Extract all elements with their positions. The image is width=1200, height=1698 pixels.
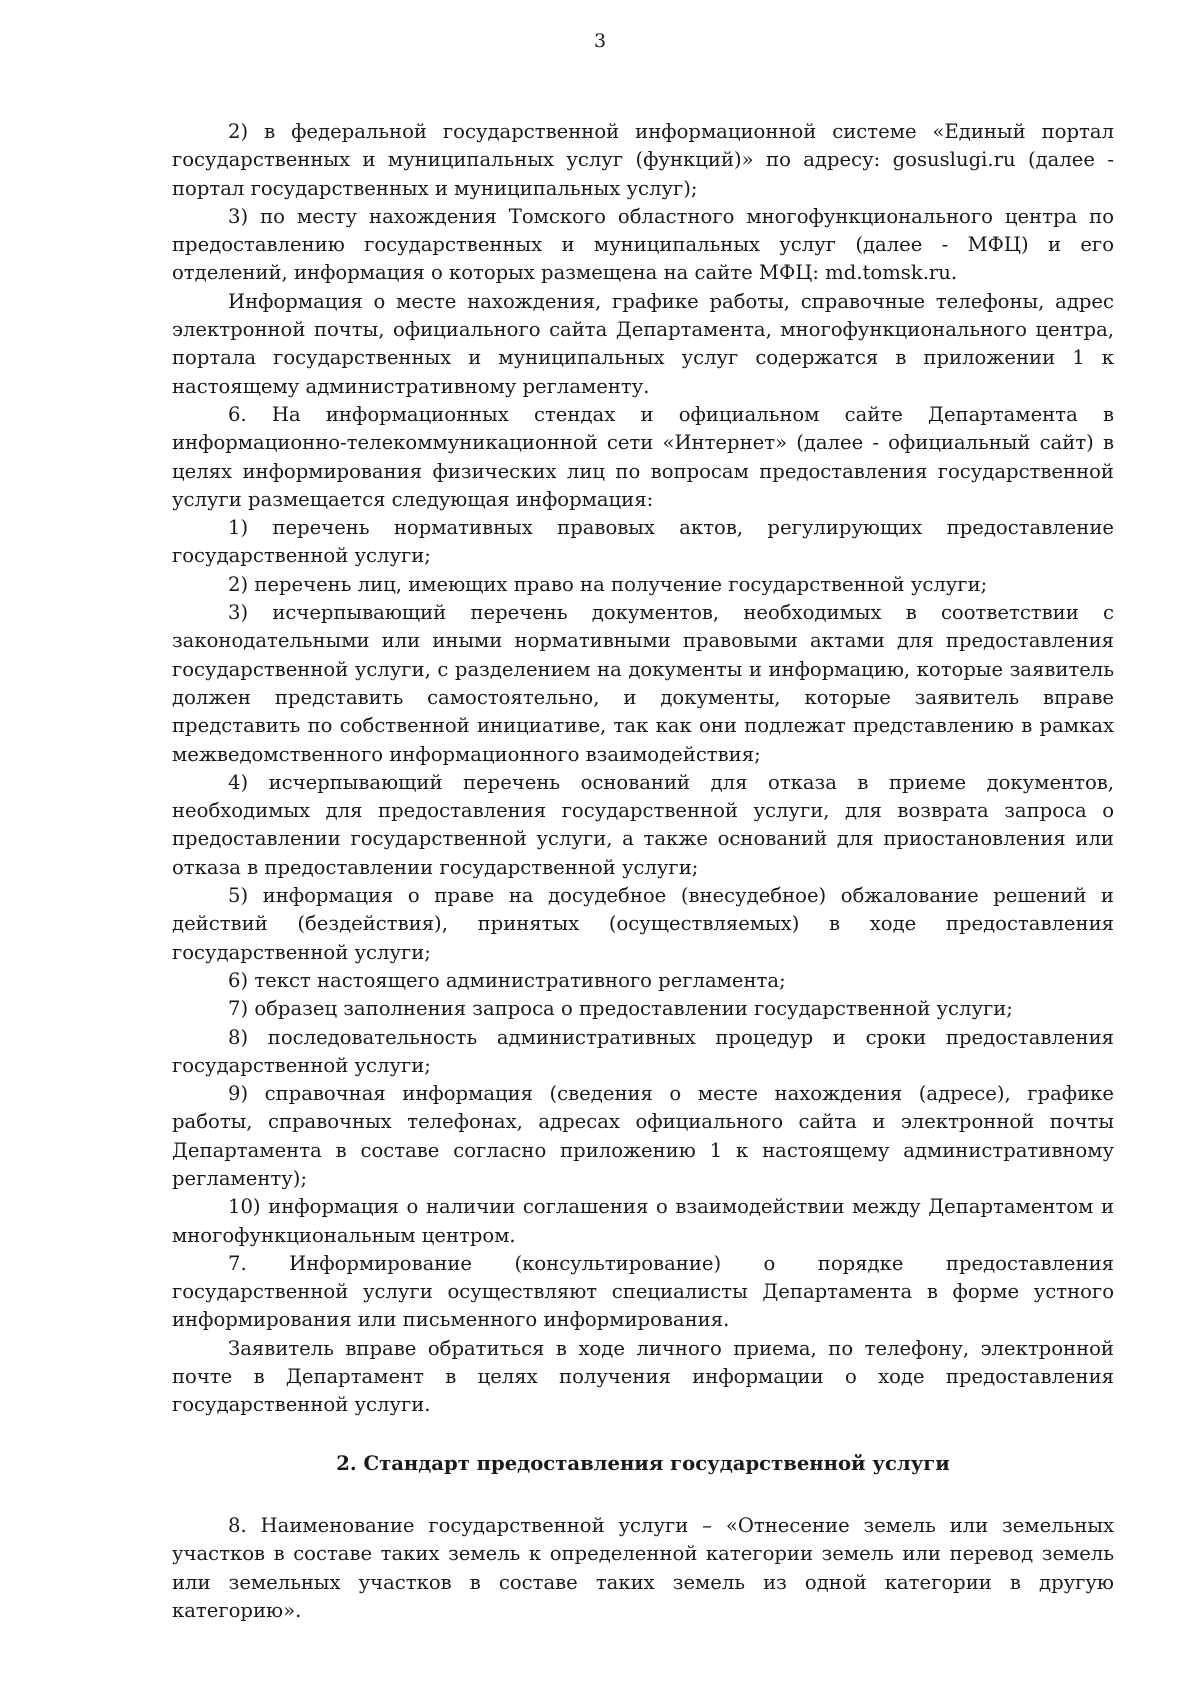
paragraph: 6. На информационных стендах и официальном сайте Департамента в информационно-телекоммуникационной сети «Интернет» (далее - официальный сайт) в целях информирования физических лиц по вопросам предоставления государственной услуги размещается следующая информация: (172, 402, 1114, 511)
document-body (172, 118, 1114, 1625)
paragraph: 7) образец заполнения запроса о предоставлении государственной услуги; (228, 997, 1013, 1021)
paragraph: 4) исчерпывающий перечень оснований для отказа в приеме документов, необходимых для предоставления государственной услуги, для возврата запроса о предоставлении государственной услуги, а также оснований для приостановления или отказа в предоставлении государственной услуги; (172, 770, 1114, 879)
paragraph: 2) перечень лиц, имеющих право на получение государственной услуги; (228, 572, 988, 596)
paragraph: 8. Наименование государственной услуги – «Отнесение земель или земельных участков в составе таких земель к определенной категории земель или перевод земель или земельных участков в составе таких земель из одной категории в другую категорию». (172, 1513, 1114, 1622)
paragraph: Информация о месте нахождения, графике работы, справочные телефоны, адрес электронной почты, официального сайта Департамента, многофункционального центра, портала государственных и муниципальных услуг содержатся в приложении 1 к настоящему административному регламенту. (172, 289, 1114, 398)
paragraph: Заявитель вправе обратиться в ходе личного приема, по телефону, электронной почте в Департамент в целях получения информации о ходе предоставления государственной услуги. (172, 1336, 1114, 1417)
paragraph: 5) информация о праве на досудебное (внесудебное) обжалование решений и действий (бездействия), принятых (осуществляемых) в ходе предоставления государственной услуги; (172, 884, 1114, 964)
paragraph: 3) по месту нахождения Томского областного многофункционального центра по предоставлению государственных и муниципальных услуг (далее - МФЦ) и его отделений, информация о которых размещена на сайте МФЦ: md.tomsk.ru. (172, 204, 1114, 285)
paragraph: 7. Информирование (консультирование) о порядке предоставления государственной услуги осуществляют специалисты Департамента в форме устного информирования или письменного информирования. (172, 1251, 1114, 1332)
page-number: 3 (593, 30, 607, 52)
paragraph: 8) последовательность административных процедур и сроки предоставления государственной услуги; (172, 1025, 1114, 1077)
paragraph: 3) исчерпывающий перечень документов, необходимых в соответствии с законодательными или иными нормативными правовыми актами для предоставления государственной услуги, с разделением на документы и информацию, которые заявитель должен представить самостоятельно, и документы, которые заявитель вправе представить по собственной инициативе, так как они подлежат представлению в рамках межведомственного информационного взаимодействия; (172, 601, 1114, 766)
section-title: 2. Стандарт предоставления государственной услуги (336, 1451, 950, 1475)
paragraph: 9) справочная информация (сведения о месте нахождения (адресе), графике работы, справочных телефонах, адресах официального сайта и электронной почты Департамента в составе согласно приложению 1 к настоящему административному регламенту); (172, 1082, 1114, 1190)
paragraph: 10) информация о наличии соглашения о взаимодействии между Департаментом и многофункциональным центром. (172, 1195, 1114, 1247)
paragraph: 6) текст настоящего административного регламента; (228, 968, 786, 992)
paragraph: 2) в федеральной государственной информационной системе «Единый портал государственных и муниципальных услуг (функций)» по адресу: gosuslugi.ru (далее - портал государственных и муниципальных услуг); (172, 120, 1114, 200)
paragraph: 1) перечень нормативных правовых актов, регулирующих предоставление государственной услуги; (172, 516, 1114, 568)
